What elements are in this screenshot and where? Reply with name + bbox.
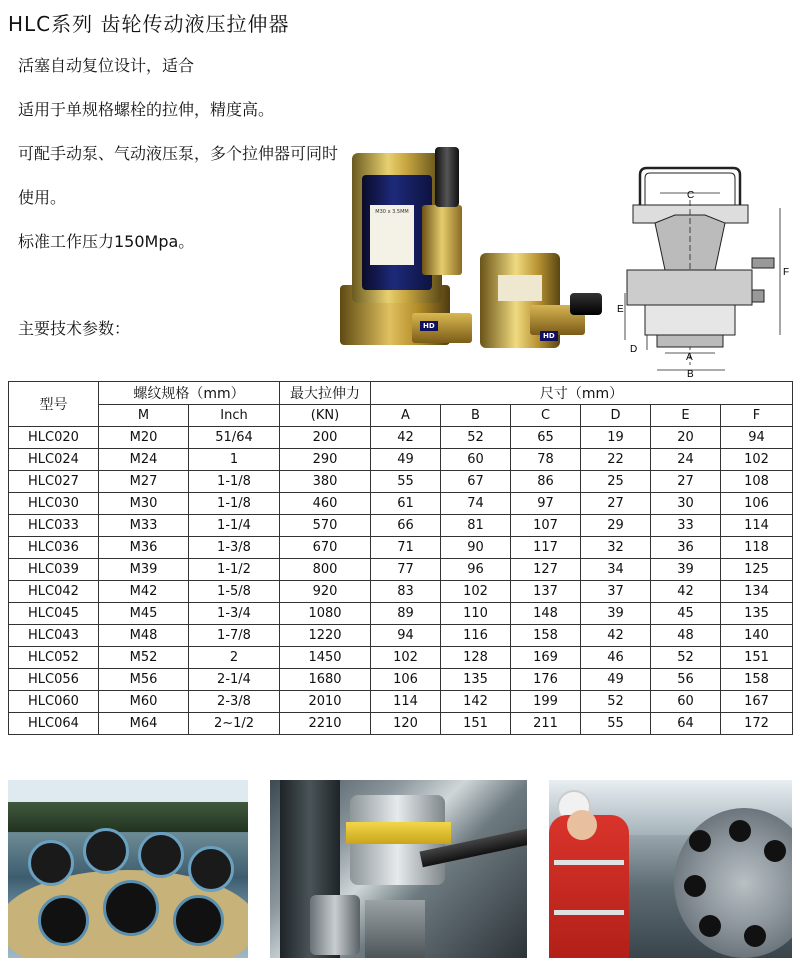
cell-inch: 1-1/4 xyxy=(189,515,280,537)
cell-b: 135 xyxy=(441,669,511,691)
cell-b: 102 xyxy=(441,581,511,603)
cell-a: 94 xyxy=(371,625,441,647)
cell-b: 67 xyxy=(441,471,511,493)
cell-e: 48 xyxy=(651,625,721,647)
cell-m: M20 xyxy=(99,427,189,449)
cell-f: 158 xyxy=(721,669,793,691)
header-m: M xyxy=(99,404,189,427)
cell-model: HLC056 xyxy=(9,669,99,691)
cell-c: 86 xyxy=(511,471,581,493)
cell-model: HLC039 xyxy=(9,559,99,581)
cell-e: 60 xyxy=(651,691,721,713)
cell-c: 127 xyxy=(511,559,581,581)
cell-b: 110 xyxy=(441,603,511,625)
photo-technician-flange xyxy=(549,780,792,958)
photo-tensioner-closeup xyxy=(270,780,527,958)
table-row xyxy=(9,647,793,669)
cell-d: 29 xyxy=(581,515,651,537)
cell-m: M30 xyxy=(99,493,189,515)
table-row xyxy=(9,537,793,559)
table-row xyxy=(9,581,793,603)
cell-inch: 1-7/8 xyxy=(189,625,280,647)
cell-d: 22 xyxy=(581,449,651,471)
intro-line-5: 标准工作压力150Mpa。 xyxy=(18,232,195,251)
cell-force: 290 xyxy=(280,449,371,471)
header-f: F xyxy=(721,404,793,427)
dim-label-c: C xyxy=(687,190,695,201)
cell-m: M52 xyxy=(99,647,189,669)
cell-inch: 1-5/8 xyxy=(189,581,280,603)
cell-force: 460 xyxy=(280,493,371,515)
cell-c: 137 xyxy=(511,581,581,603)
cell-inch: 1-1/8 xyxy=(189,493,280,515)
cell-model: HLC027 xyxy=(9,471,99,493)
cell-a: 71 xyxy=(371,537,441,559)
header-e: E xyxy=(651,404,721,427)
cell-c: 148 xyxy=(511,603,581,625)
cell-e: 42 xyxy=(651,581,721,603)
product-photo xyxy=(340,145,610,365)
cell-c: 199 xyxy=(511,691,581,713)
technical-drawing xyxy=(615,160,800,380)
cell-d: 27 xyxy=(581,493,651,515)
cell-f: 108 xyxy=(721,471,793,493)
cell-d: 52 xyxy=(581,691,651,713)
hydraulic-coupler-small xyxy=(570,293,602,315)
header-d: D xyxy=(581,404,651,427)
cell-model: HLC045 xyxy=(9,603,99,625)
cell-a: 42 xyxy=(371,427,441,449)
cell-b: 90 xyxy=(441,537,511,559)
photo-wind-turbine-flange xyxy=(8,780,248,958)
cell-b: 151 xyxy=(441,713,511,735)
table-row xyxy=(9,691,793,713)
cell-inch: 2-3/8 xyxy=(189,691,280,713)
cell-d: 25 xyxy=(581,471,651,493)
cell-d: 34 xyxy=(581,559,651,581)
cell-e: 52 xyxy=(651,647,721,669)
cell-inch: 2 xyxy=(189,647,280,669)
cell-m: M36 xyxy=(99,537,189,559)
dim-label-f: F xyxy=(783,267,790,278)
cell-a: 49 xyxy=(371,449,441,471)
cell-b: 52 xyxy=(441,427,511,449)
cell-e: 39 xyxy=(651,559,721,581)
cell-m: M48 xyxy=(99,625,189,647)
tensioner-label xyxy=(370,205,414,265)
cell-a: 61 xyxy=(371,493,441,515)
cell-model: HLC024 xyxy=(9,449,99,471)
table-body xyxy=(9,427,793,735)
dim-label-a: A xyxy=(686,352,693,363)
tensioner-small-label xyxy=(498,275,542,301)
header-dims: 尺寸（mm） xyxy=(371,382,793,405)
intro-line-2: 适用于单规格螺栓的拉伸，精度高。 xyxy=(18,100,275,119)
cell-m: M39 xyxy=(99,559,189,581)
cell-f: 140 xyxy=(721,625,793,647)
cell-c: 97 xyxy=(511,493,581,515)
cell-model: HLC064 xyxy=(9,713,99,735)
cell-e: 33 xyxy=(651,515,721,537)
cell-m: M60 xyxy=(99,691,189,713)
cell-b: 81 xyxy=(441,515,511,537)
cell-m: M56 xyxy=(99,669,189,691)
cell-force: 1220 xyxy=(280,625,371,647)
cell-inch: 51/64 xyxy=(189,427,280,449)
header-force-unit: (KN) xyxy=(280,404,371,427)
cell-b: 96 xyxy=(441,559,511,581)
hydraulic-coupler xyxy=(435,147,459,207)
cell-f: 118 xyxy=(721,537,793,559)
dim-label-d: D xyxy=(630,344,638,355)
page-title: HLC系列 齿轮传动液压拉伸器 xyxy=(8,12,290,36)
cell-f: 172 xyxy=(721,713,793,735)
tensioner-label-text: M30 x 3.5MM xyxy=(375,209,409,215)
cell-d: 49 xyxy=(581,669,651,691)
cell-force: 1080 xyxy=(280,603,371,625)
cell-model: HLC036 xyxy=(9,537,99,559)
cell-e: 27 xyxy=(651,471,721,493)
cell-e: 24 xyxy=(651,449,721,471)
cell-a: 83 xyxy=(371,581,441,603)
cell-inch: 1-1/8 xyxy=(189,471,280,493)
cell-force: 920 xyxy=(280,581,371,603)
cell-model: HLC060 xyxy=(9,691,99,713)
table-row xyxy=(9,559,793,581)
cell-model: HLC020 xyxy=(9,427,99,449)
cell-inch: 2-1/4 xyxy=(189,669,280,691)
cell-f: 106 xyxy=(721,493,793,515)
table-row xyxy=(9,493,793,515)
cell-m: M42 xyxy=(99,581,189,603)
cell-e: 56 xyxy=(651,669,721,691)
cell-b: 74 xyxy=(441,493,511,515)
cell-model: HLC033 xyxy=(9,515,99,537)
cell-d: 37 xyxy=(581,581,651,603)
cell-force: 2010 xyxy=(280,691,371,713)
cell-force: 800 xyxy=(280,559,371,581)
table-row xyxy=(9,427,793,449)
table-row xyxy=(9,449,793,471)
cell-a: 89 xyxy=(371,603,441,625)
cell-m: M33 xyxy=(99,515,189,537)
cell-force: 380 xyxy=(280,471,371,493)
cell-c: 211 xyxy=(511,713,581,735)
cell-a: 106 xyxy=(371,669,441,691)
cell-a: 66 xyxy=(371,515,441,537)
cell-force: 670 xyxy=(280,537,371,559)
intro-line-4: 使用。 xyxy=(18,188,67,207)
spec-table xyxy=(8,381,793,735)
cell-c: 107 xyxy=(511,515,581,537)
cell-inch: 1-3/4 xyxy=(189,603,280,625)
cell-c: 117 xyxy=(511,537,581,559)
cell-d: 46 xyxy=(581,647,651,669)
cell-m: M27 xyxy=(99,471,189,493)
cell-force: 1680 xyxy=(280,669,371,691)
cell-d: 55 xyxy=(581,713,651,735)
cell-f: 151 xyxy=(721,647,793,669)
cell-f: 114 xyxy=(721,515,793,537)
dim-label-b: B xyxy=(687,369,694,380)
cell-inch: 2~1/2 xyxy=(189,713,280,735)
cell-a: 102 xyxy=(371,647,441,669)
table-row xyxy=(9,515,793,537)
header-c: C xyxy=(511,404,581,427)
cell-force: 200 xyxy=(280,427,371,449)
cell-f: 135 xyxy=(721,603,793,625)
cell-a: 120 xyxy=(371,713,441,735)
cell-e: 45 xyxy=(651,603,721,625)
cell-m: M64 xyxy=(99,713,189,735)
cell-a: 77 xyxy=(371,559,441,581)
cell-d: 42 xyxy=(581,625,651,647)
header-b: B xyxy=(441,404,511,427)
cell-f: 134 xyxy=(721,581,793,603)
cell-a: 114 xyxy=(371,691,441,713)
drawing-svg xyxy=(615,160,800,380)
header-a: A xyxy=(371,404,441,427)
cell-b: 142 xyxy=(441,691,511,713)
cell-model: HLC043 xyxy=(9,625,99,647)
cell-c: 176 xyxy=(511,669,581,691)
cell-f: 167 xyxy=(721,691,793,713)
table-row xyxy=(9,603,793,625)
cell-c: 169 xyxy=(511,647,581,669)
cell-force: 1450 xyxy=(280,647,371,669)
cell-f: 125 xyxy=(721,559,793,581)
cell-c: 78 xyxy=(511,449,581,471)
cell-inch: 1-1/2 xyxy=(189,559,280,581)
header-force: 最大拉伸力 xyxy=(280,382,371,405)
dim-label-e: E xyxy=(617,304,624,315)
section-title: 主要技术参数： xyxy=(18,319,131,338)
cell-model: HLC042 xyxy=(9,581,99,603)
cell-inch: 1-3/8 xyxy=(189,537,280,559)
cell-c: 65 xyxy=(511,427,581,449)
cell-f: 102 xyxy=(721,449,793,471)
cell-m: M45 xyxy=(99,603,189,625)
cell-d: 39 xyxy=(581,603,651,625)
table-row xyxy=(9,625,793,647)
cell-d: 19 xyxy=(581,427,651,449)
cell-model: HLC030 xyxy=(9,493,99,515)
cell-e: 64 xyxy=(651,713,721,735)
cell-model: HLC052 xyxy=(9,647,99,669)
cell-force: 2210 xyxy=(280,713,371,735)
cell-b: 128 xyxy=(441,647,511,669)
cell-b: 116 xyxy=(441,625,511,647)
cell-m: M24 xyxy=(99,449,189,471)
cell-d: 32 xyxy=(581,537,651,559)
intro-line-3: 可配手动泵、气动液压泵，多个拉伸器可同时 xyxy=(18,144,339,163)
brand-badge-small: HD xyxy=(540,331,558,341)
cell-a: 55 xyxy=(371,471,441,493)
cell-c: 158 xyxy=(511,625,581,647)
table-row xyxy=(9,669,793,691)
tensioner-arm xyxy=(422,205,462,275)
cell-e: 20 xyxy=(651,427,721,449)
brand-badge: HD xyxy=(420,321,438,331)
header-thread: 螺纹规格（mm） xyxy=(99,382,280,405)
table-row xyxy=(9,713,793,735)
cell-inch: 1 xyxy=(189,449,280,471)
cell-b: 60 xyxy=(441,449,511,471)
cell-e: 30 xyxy=(651,493,721,515)
cell-f: 94 xyxy=(721,427,793,449)
header-model: 型号 xyxy=(9,382,99,427)
header-inch: Inch xyxy=(189,404,280,427)
intro-line-1: 活塞自动复位设计，适合 xyxy=(18,56,195,75)
table-row xyxy=(9,471,793,493)
cell-e: 36 xyxy=(651,537,721,559)
cell-force: 570 xyxy=(280,515,371,537)
